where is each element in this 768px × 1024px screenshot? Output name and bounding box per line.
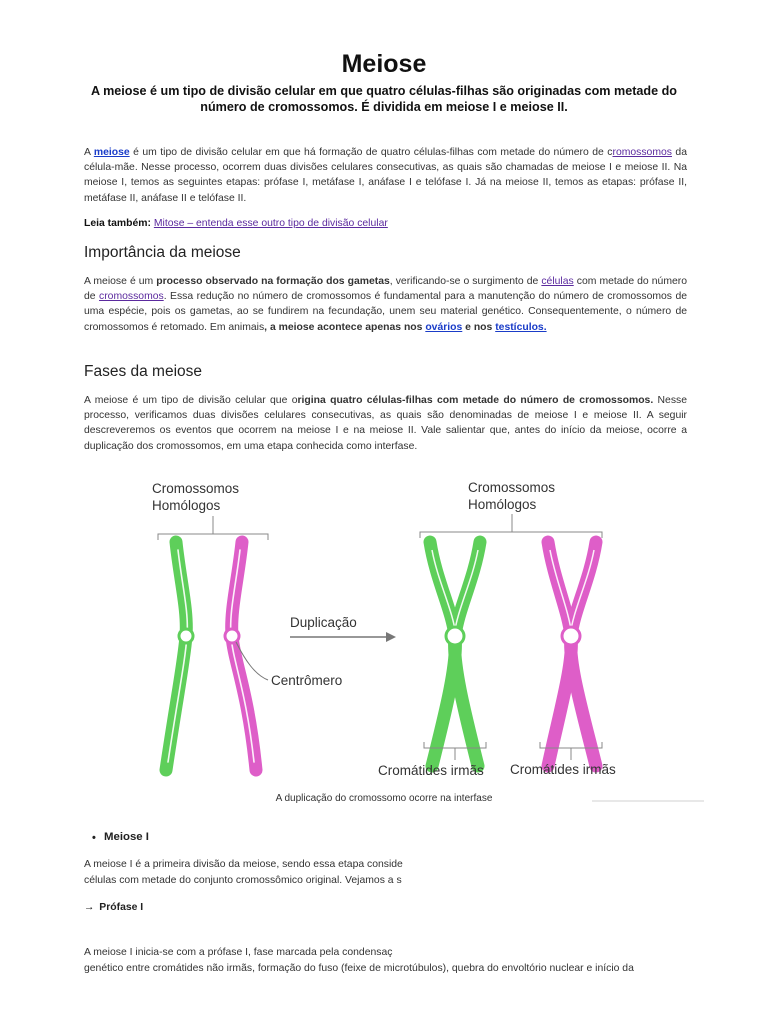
ovarios-link[interactable]: ovários xyxy=(425,321,463,333)
cromossomos-link[interactable]: romossomos xyxy=(612,147,672,158)
importancia-paragraph xyxy=(84,274,687,335)
profase-line-1: A meiose I inicia-se com a prófase I, fase marcada pela condensaç xyxy=(84,947,393,958)
label-duplicacao: Duplicação xyxy=(290,615,357,630)
imp-bold-3: e nos xyxy=(462,321,496,333)
chromosome-duplication-figure xyxy=(140,470,640,790)
importancia-heading: Importância da meiose xyxy=(84,244,241,261)
green-chromosome-single xyxy=(166,542,193,770)
meiose-i-bullet: • Meiose I xyxy=(104,831,149,843)
fases-paragraph xyxy=(84,393,687,454)
leia-tambem-label: Leia também: xyxy=(84,218,151,229)
cromossomos-link-2[interactable]: cromossomos xyxy=(99,291,164,303)
arrow-icon: → xyxy=(84,902,95,913)
imp-text-4: . Essa redução no número de cromossomos é fundamental para a manutenção do número de cromossomos de uma espécie, pois os gametas, ao se fundirem na fecundação, unem seu material genético. Consequentemente, o número de cromossomos é retomado. Em animais xyxy=(84,291,687,333)
bracket-right xyxy=(420,532,602,538)
meiose-i-line-1: A meiose I é a primeira divisão da meiose, sendo essa etapa conside xyxy=(84,859,403,870)
imp-text-1: A meiose é um xyxy=(84,276,157,287)
fases-text-1: A meiose é um tipo de divisão celular que o xyxy=(84,395,298,406)
label-cromossomos-left: Cromossomos xyxy=(152,481,240,496)
fases-text-2: Nesse processo, verificamos duas divisões celulares consecutivas, as quais são denominadas de meiose I e meiose II. A seguir descreveremos os eventos que ocorrem na meiose I e na meiose II. Vale salientar que, antes do início da meiose, ocorre a duplicação dos cromossomos, em uma etapa conhecida como interfase. xyxy=(84,395,688,452)
page-subtitle: A meiose é um tipo de divisão celular em que quatro células-filhas são originadas com metade do número de cromossomos. É dividida em meiose I e meiose II. xyxy=(90,84,677,114)
page-title: Meiose xyxy=(341,50,427,78)
intro-text-2: é um tipo de divisão celular em que há formação de quatro células-filhas com metade do número de c xyxy=(129,147,613,158)
label-cromatides-right: Cromátides irmãs xyxy=(510,762,616,777)
label-cromatides-left: Cromátides irmãs xyxy=(378,763,484,778)
imp-bold-1: processo observado na formação dos gametas xyxy=(156,276,390,287)
meiose-link[interactable]: meiose xyxy=(93,147,130,158)
intro-text-3: da célula-mãe. Nesse processo, ocorrem duas divisões celulares consecutivas, as quais são chamadas de meiose I e meiose II. Na meiose I, temos as seguintes etapas: prófase I, metáfase I, anáfase I e telófase I. Já na meiose II, temos as etapas: prófase II, metáfase II, anáfase II e telófase II. xyxy=(84,147,687,204)
green-chromosome-duplicated xyxy=(430,542,480,766)
figure-caption: A duplicação do cromossomo ocorre na interfase xyxy=(275,793,493,804)
overlay-divider xyxy=(592,800,704,802)
intro-paragraph xyxy=(84,145,687,206)
fases-bold-1: rigina quatro células-filhas com metade do número de cromossomos. xyxy=(297,395,654,406)
profase-i-label: Prófase I xyxy=(99,902,144,913)
testiculos-link[interactable]: testículos. xyxy=(495,321,547,333)
label-homologos-right: Homólogos xyxy=(468,497,537,512)
intro-text-1: A xyxy=(84,147,94,158)
pink-chromosome-single xyxy=(225,542,256,770)
mitose-link[interactable]: Mitose – entenda esse outro tipo de divisão celular xyxy=(153,218,388,229)
profase-i-item xyxy=(84,902,143,913)
label-centromero: Centrômero xyxy=(271,673,343,688)
leia-tambem xyxy=(84,218,388,229)
imp-text-2: , verificando-se o surgimento de xyxy=(389,276,542,287)
fases-heading: Fases da meiose xyxy=(84,363,203,380)
imp-bold-2: , a meiose acontece apenas nos xyxy=(264,321,426,333)
meiose-i-line-2: células com metade do conjunto cromossômico original. Vejamos a s xyxy=(84,875,402,886)
celulas-link[interactable]: células xyxy=(541,276,574,287)
duplication-arrow-head xyxy=(386,632,396,642)
label-homologos-left: Homólogos xyxy=(152,498,221,513)
label-cromossomos-right: Cromossomos xyxy=(468,480,556,495)
imp-text-3: com metade do número de xyxy=(84,276,687,303)
profase-line-2: genético entre cromátides não irmãs, formação do fuso (feixe de microtúbulos), quebra do envoltório nuclear e início da xyxy=(84,963,634,974)
pink-chromosome-duplicated xyxy=(548,542,596,766)
